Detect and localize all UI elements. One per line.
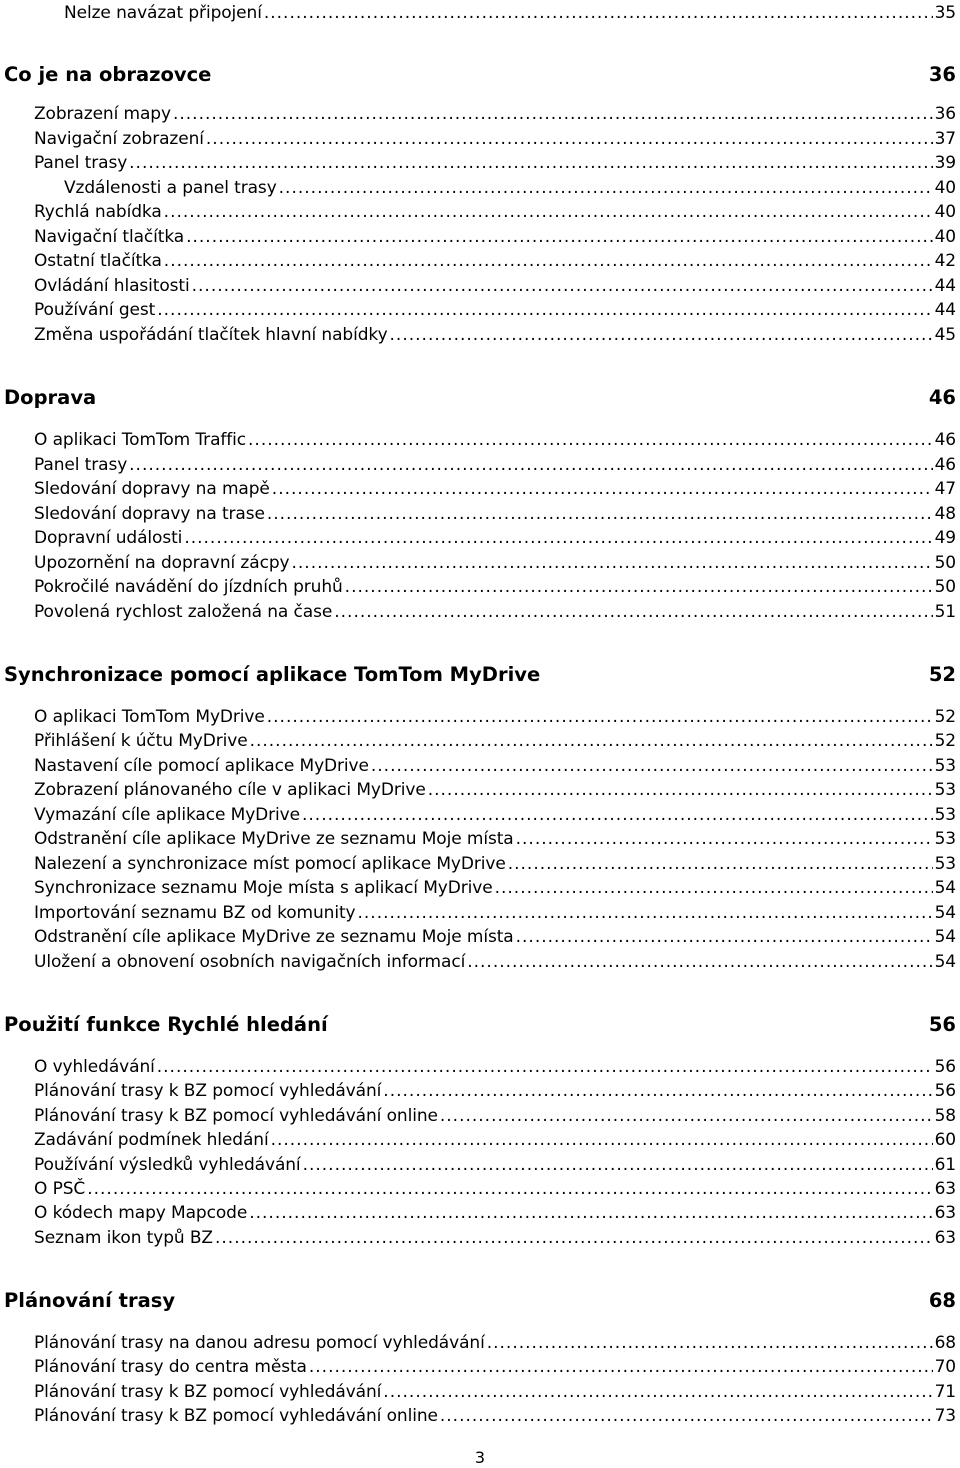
- toc-entry-page: 39: [934, 153, 956, 173]
- toc-entry-page: 50: [934, 553, 956, 573]
- toc-entry[interactable]: [34, 323, 956, 347]
- dot-leader: [164, 249, 933, 273]
- toc-entry-title: Odstranění cíle aplikace MyDrive ze seznamu Moje místa: [34, 829, 514, 849]
- toc-entry-title: Panel trasy: [34, 153, 128, 173]
- dot-leader: [516, 827, 933, 851]
- toc-chapter-heading[interactable]: [4, 383, 956, 413]
- toc-entry[interactable]: [34, 502, 956, 526]
- toc-chapter-heading[interactable]: [4, 660, 956, 690]
- toc-entry-title: Plánování trasy k BZ pomocí vyhledávání online: [34, 1406, 438, 1426]
- toc-entry[interactable]: [34, 852, 956, 876]
- toc-entry[interactable]: [34, 526, 956, 550]
- toc-entry-page: 36: [934, 104, 956, 124]
- toc-entry-page: 44: [934, 300, 956, 320]
- toc-entry[interactable]: [34, 274, 956, 298]
- toc-entry[interactable]: [34, 575, 956, 599]
- toc-entry-page: 70: [934, 1357, 956, 1377]
- toc-entry[interactable]: [34, 1331, 956, 1355]
- toc-entry-title: Zobrazení plánovaného cíle v aplikaci MyDrive: [34, 780, 426, 800]
- dot-leader: [206, 127, 933, 151]
- dot-leader: [250, 729, 933, 753]
- toc-entry-page: 44: [934, 276, 956, 296]
- toc-entry-title: Nastavení cíle pomocí aplikace MyDrive: [34, 756, 369, 776]
- dot-leader: [357, 901, 932, 925]
- toc-entry[interactable]: [34, 127, 956, 151]
- toc-entry[interactable]: [64, 1, 956, 25]
- toc-entry-title: Plánování trasy k BZ pomocí vyhledávání: [34, 1382, 382, 1402]
- toc-entry-page: 56: [934, 1057, 956, 1077]
- toc-entry-title: Zadávání podmínek hledání: [34, 1130, 269, 1150]
- dot-leader: [440, 1404, 933, 1428]
- dot-leader: [383, 1079, 932, 1103]
- toc-chapter-heading[interactable]: [4, 1010, 956, 1040]
- toc-entry-page: 50: [934, 577, 956, 597]
- toc-entry-page: 54: [934, 878, 956, 898]
- toc-entry[interactable]: [34, 200, 956, 224]
- toc-entry-title: Rychlá nabídka: [34, 202, 162, 222]
- toc-entry-title: Zobrazení mapy: [34, 104, 171, 124]
- dot-leader: [428, 778, 933, 802]
- dot-leader: [184, 526, 932, 550]
- toc-entry-page: 53: [934, 780, 956, 800]
- dot-leader: [371, 754, 933, 778]
- toc-entry[interactable]: [34, 778, 956, 802]
- toc-chapter-title: Synchronizace pomocí aplikace TomTom MyDrive: [4, 663, 541, 686]
- toc-entry-title: Uložení a obnovení osobních navigačních informací: [34, 952, 466, 972]
- toc-chapter-heading[interactable]: [4, 1286, 956, 1316]
- toc-chapter-page: 36: [928, 63, 956, 86]
- dot-leader: [164, 200, 933, 224]
- toc-chapter-title: Plánování trasy: [4, 1289, 176, 1312]
- toc-entry-page: 56: [934, 1081, 956, 1101]
- toc-entry-title: Používání gest: [34, 300, 156, 320]
- toc-entry-title: Panel trasy: [34, 455, 128, 475]
- toc-entry-page: 46: [934, 455, 956, 475]
- toc-entry-title: Navigační tlačítka: [34, 227, 185, 247]
- toc-entry[interactable]: [34, 925, 956, 949]
- toc-entry[interactable]: [34, 477, 956, 501]
- toc-entry-title: Sledování dopravy na mapě: [34, 479, 270, 499]
- toc-entry[interactable]: [34, 551, 956, 575]
- toc-entry-page: 35: [934, 3, 956, 23]
- toc-entry-page: 53: [934, 854, 956, 874]
- toc-entry-title: O aplikaci TomTom MyDrive: [34, 707, 265, 727]
- toc-entry-page: 54: [934, 903, 956, 923]
- dot-leader: [390, 323, 933, 347]
- dot-leader: [248, 428, 933, 452]
- toc-entry-title: Nalezení a synchronizace míst pomocí aplikace MyDrive: [34, 854, 506, 874]
- toc-entry-title: Plánování trasy na danou adresu pomocí vyhledávání: [34, 1333, 485, 1353]
- toc-entry-title: Přihlášení k účtu MyDrive: [34, 731, 248, 751]
- toc-entry-page: 54: [934, 952, 956, 972]
- toc-entry[interactable]: [34, 249, 956, 273]
- toc-entry[interactable]: [34, 453, 956, 477]
- dot-leader: [272, 477, 933, 501]
- toc-entry-title: O vyhledávání: [34, 1057, 155, 1077]
- toc-entry[interactable]: [34, 729, 956, 753]
- toc-entry-title: Upozornění na dopravní zácpy: [34, 553, 290, 573]
- toc-entry[interactable]: [34, 1380, 956, 1404]
- toc-entry-title: Vzdálenosti a panel trasy: [64, 178, 277, 198]
- toc-entry-page: 53: [934, 756, 956, 776]
- dot-leader: [264, 1, 933, 25]
- toc-chapter-title: Použití funkce Rychlé hledání: [4, 1013, 328, 1036]
- toc-entry-page: 49: [934, 528, 956, 548]
- toc-entry-title: Vymazání cíle aplikace MyDrive: [34, 805, 300, 825]
- dot-leader: [87, 1177, 932, 1201]
- dot-leader: [267, 502, 933, 526]
- toc-entry-page: 46: [934, 430, 956, 450]
- toc-chapter-page: 68: [928, 1289, 956, 1312]
- toc-entry[interactable]: [34, 225, 956, 249]
- toc-chapter-title: Co je na obrazovce: [4, 63, 212, 86]
- dot-leader: [345, 575, 933, 599]
- toc-entry-title: Nelze navázat připojení: [64, 3, 262, 23]
- dot-leader: [383, 1380, 932, 1404]
- dot-leader: [267, 705, 933, 729]
- toc-entry-page: 52: [934, 707, 956, 727]
- toc-entry[interactable]: [34, 705, 956, 729]
- toc-entry[interactable]: [34, 754, 956, 778]
- toc-entry[interactable]: [34, 827, 956, 851]
- dot-leader: [186, 225, 932, 249]
- toc-entry-title: Importování seznamu BZ od komunity: [34, 903, 356, 923]
- toc-chapter-title: Doprava: [4, 386, 97, 409]
- toc-entry-page: 40: [934, 178, 956, 198]
- dot-leader: [157, 298, 932, 322]
- toc-entry-title: Synchronizace seznamu Moje místa s aplikací MyDrive: [34, 878, 493, 898]
- toc-entry[interactable]: [34, 803, 956, 827]
- dot-leader: [516, 925, 933, 949]
- toc-entry[interactable]: [34, 1355, 956, 1379]
- dot-leader: [309, 1355, 933, 1379]
- toc-entry-title: Seznam ikon typů BZ: [34, 1228, 213, 1248]
- toc-entry-page: 42: [934, 251, 956, 271]
- toc-entry-page: 40: [934, 202, 956, 222]
- dot-leader: [467, 950, 932, 974]
- page-number: 3: [474, 1448, 486, 1467]
- toc-entry-page: 73: [934, 1406, 956, 1426]
- toc-entry-page: 53: [934, 829, 956, 849]
- toc-entry-page: 45: [934, 325, 956, 345]
- toc-entry-page: 53: [934, 805, 956, 825]
- toc-entry[interactable]: [34, 428, 956, 452]
- dot-leader: [334, 600, 932, 624]
- toc-entry-title: Ovládání hlasitosti: [34, 276, 190, 296]
- toc-entry-title: O kódech mapy Mapcode: [34, 1203, 248, 1223]
- dot-leader: [291, 551, 932, 575]
- toc-chapter-page: 52: [928, 663, 956, 686]
- toc-entry[interactable]: [34, 298, 956, 322]
- toc-entry-title: O aplikaci TomTom Traffic: [34, 430, 247, 450]
- toc-entry[interactable]: [34, 1201, 956, 1225]
- toc-entry-page: 58: [934, 1106, 956, 1126]
- toc-entry-title: Dopravní události: [34, 528, 183, 548]
- toc-entry[interactable]: [34, 1079, 956, 1103]
- toc-entry-page: 37: [934, 129, 956, 149]
- toc-entry-title: Plánování trasy do centra města: [34, 1357, 307, 1377]
- dot-leader: [173, 102, 933, 126]
- dot-leader: [303, 1153, 933, 1177]
- toc-chapter-page: 46: [928, 386, 956, 409]
- toc-entry-title: Navigační zobrazení: [34, 129, 204, 149]
- toc-entry-page: 71: [934, 1382, 956, 1402]
- dot-leader: [440, 1104, 933, 1128]
- toc-entry-page: 60: [934, 1130, 956, 1150]
- toc-entry-page: 47: [934, 479, 956, 499]
- toc-entry-page: 63: [934, 1228, 956, 1248]
- toc-entry-title: Plánování trasy k BZ pomocí vyhledávání: [34, 1081, 382, 1101]
- toc-entry[interactable]: [34, 1153, 956, 1177]
- toc-entry[interactable]: [34, 1226, 956, 1250]
- toc-entry-title: Povolená rychlost založená na čase: [34, 602, 333, 622]
- dot-leader: [129, 453, 932, 477]
- toc-entry[interactable]: [64, 176, 956, 200]
- toc-entry-title: Ostatní tlačítka: [34, 251, 162, 271]
- dot-leader: [279, 176, 933, 200]
- toc-entry-page: 54: [934, 927, 956, 947]
- toc-entry[interactable]: [34, 876, 956, 900]
- dot-leader: [302, 803, 933, 827]
- toc-entry[interactable]: [34, 600, 956, 624]
- toc-entry-page: 61: [934, 1155, 956, 1175]
- dot-leader: [157, 1055, 933, 1079]
- dot-leader: [271, 1128, 933, 1152]
- toc-entry[interactable]: [34, 1055, 956, 1079]
- toc-chapter-heading[interactable]: [4, 60, 956, 90]
- dot-leader: [215, 1226, 933, 1250]
- toc-entry-page: 51: [934, 602, 956, 622]
- dot-leader: [192, 274, 933, 298]
- toc-entry-page: 63: [934, 1203, 956, 1223]
- toc-entry[interactable]: [34, 151, 956, 175]
- dot-leader: [487, 1331, 933, 1355]
- toc-entry-page: 63: [934, 1179, 956, 1199]
- toc-entry-title: Sledování dopravy na trase: [34, 504, 265, 524]
- toc-entry[interactable]: [34, 1104, 956, 1128]
- dot-leader: [508, 852, 933, 876]
- toc-entry[interactable]: [34, 1177, 956, 1201]
- toc-entry-title: Plánování trasy k BZ pomocí vyhledávání online: [34, 1106, 438, 1126]
- toc-chapter-page: 56: [928, 1013, 956, 1036]
- toc-entry-page: 48: [934, 504, 956, 524]
- toc-entry[interactable]: [34, 102, 956, 126]
- toc-entry-title: O PSČ: [34, 1179, 86, 1199]
- toc-entry-page: 40: [934, 227, 956, 247]
- toc-entry[interactable]: [34, 950, 956, 974]
- dot-leader: [129, 151, 932, 175]
- toc-entry[interactable]: [34, 1128, 956, 1152]
- toc-entry[interactable]: [34, 1404, 956, 1428]
- dot-leader: [495, 876, 933, 900]
- toc-entry-title: Odstranění cíle aplikace MyDrive ze seznamu Moje místa: [34, 927, 514, 947]
- toc-entry-title: Pokročilé navádění do jízdních pruhů: [34, 577, 343, 597]
- toc-entry-page: 52: [934, 731, 956, 751]
- toc-entry[interactable]: [34, 901, 956, 925]
- toc-entry-page: 68: [934, 1333, 956, 1353]
- dot-leader: [249, 1201, 932, 1225]
- toc-entry-title: Používání výsledků vyhledávání: [34, 1155, 301, 1175]
- toc-entry-title: Změna uspořádání tlačítek hlavní nabídky: [34, 325, 388, 345]
